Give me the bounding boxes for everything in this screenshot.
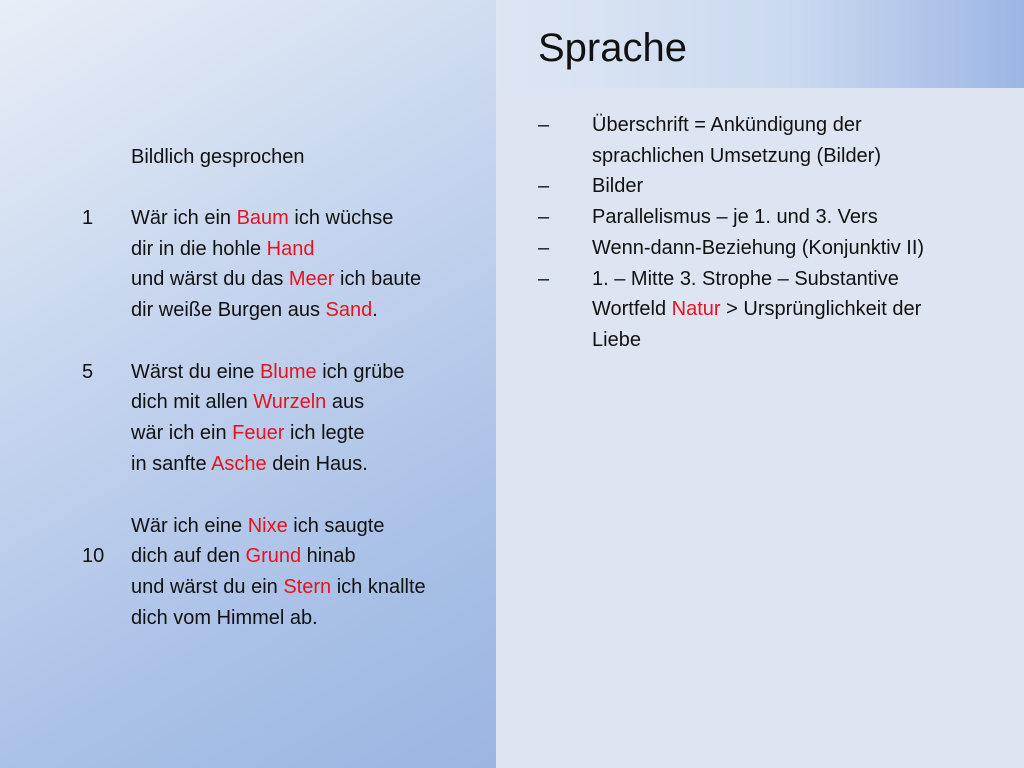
line-text-part: Wär ich eine: [131, 514, 248, 537]
poem-title: Bildlich gesprochen: [131, 146, 305, 168]
line-text: [131, 234, 314, 265]
line-text-part: Wär ich ein: [131, 207, 237, 229]
bullet-text-part: Bilder: [592, 175, 644, 198]
line-text: [131, 418, 364, 449]
line-text-part: dich vom Himmel ab.: [131, 606, 318, 629]
line-text-part: aus: [326, 391, 365, 414]
line-text-part: ich baute: [334, 268, 422, 291]
dash-bullet-icon: –: [538, 175, 550, 198]
bullet-text-part: Überschrift = Ankündigung der: [592, 114, 862, 136]
bullet-text-part: 1. – Mitte 3. Strophe – Substantive: [592, 267, 899, 290]
highlighted-word: Natur: [671, 298, 721, 321]
line-text: [131, 541, 356, 572]
bullet-text-line: [592, 294, 1006, 325]
poem-line: [82, 234, 492, 265]
bullet-text-part: Wenn-dann-Beziehung (Konjunktiv II): [592, 236, 925, 259]
line-text-part: und wärst du das: [131, 268, 289, 291]
line-text: [131, 357, 405, 388]
poem-line: [82, 203, 492, 234]
line-text-part: dir weiße Burgen aus: [131, 299, 326, 322]
line-text-part: dich auf den: [131, 545, 246, 568]
line-text-part: wär ich ein: [131, 422, 233, 445]
bullet-item: [536, 110, 1006, 171]
bullet-text: [592, 202, 1006, 233]
line-text: [131, 572, 426, 603]
bullet-item: [536, 264, 1006, 356]
line-text-part: ich saugte: [287, 514, 385, 537]
highlighted-word: Baum: [236, 207, 289, 229]
highlighted-word: Feuer: [232, 422, 285, 445]
bullet-text-line: [592, 110, 1006, 141]
bullet-text-part: Liebe: [592, 328, 641, 351]
line-text: [131, 295, 378, 326]
line-number: [82, 264, 131, 295]
line-text: [131, 264, 421, 295]
line-text-part: ich knallte: [331, 575, 426, 598]
bullet-text-part: sprachlichen Umsetzung (Bilder): [592, 144, 882, 167]
line-text-part: dir in die hohle: [131, 237, 267, 260]
poem-stanza: [82, 203, 492, 326]
poem-stanza: [82, 511, 492, 634]
highlighted-word: Sand: [325, 299, 373, 322]
dash-bullet-icon: –: [538, 114, 550, 136]
poem-line: [82, 572, 492, 603]
dash-bullet-icon: –: [538, 206, 550, 229]
bullet-list: [536, 110, 1006, 356]
highlighted-word: Asche: [211, 452, 267, 475]
dash-bullet-icon: –: [538, 236, 550, 259]
line-text: [131, 387, 364, 418]
bullet-text-line: [592, 171, 1006, 202]
line-number: 1: [82, 207, 94, 229]
line-text-part: .: [372, 299, 378, 322]
line-number: [82, 603, 131, 634]
highlighted-word: Meer: [288, 268, 335, 291]
line-text-part: hinab: [301, 545, 356, 568]
line-number: 5: [82, 360, 94, 383]
bullet-text: [592, 171, 1006, 202]
bullet-item: [536, 233, 1006, 264]
dash-bullet-icon: –: [538, 267, 550, 290]
poem-line: [82, 449, 492, 480]
bullet-item: [536, 171, 1006, 202]
line-text-part: dich mit allen: [131, 391, 254, 414]
poem-line: [82, 511, 492, 542]
poem-stanza: [82, 357, 492, 480]
highlighted-word: Nixe: [247, 514, 288, 537]
line-number: [82, 387, 131, 418]
poem-line: [82, 387, 492, 418]
bullet-text-line: [592, 325, 1006, 356]
highlighted-word: Stern: [283, 575, 332, 598]
highlighted-word: Blume: [259, 360, 317, 383]
line-text-part: und wärst du ein: [131, 575, 284, 598]
line-text-part: ich wüchse: [288, 207, 394, 229]
bullet-text-line: [592, 233, 1006, 264]
bullet-text: [592, 264, 1006, 356]
bullet-text-line: [592, 202, 1006, 233]
line-number: [82, 418, 131, 449]
line-text: [131, 449, 368, 480]
line-number: [82, 511, 131, 542]
bullet-text: [592, 233, 1006, 264]
bullet-text-part: Parallelismus – je 1. und 3. Vers: [592, 206, 878, 229]
line-number: [82, 572, 131, 603]
line-text-part: in sanfte: [131, 452, 212, 475]
line-text: [131, 511, 384, 542]
line-text-part: dein Haus.: [266, 452, 368, 475]
line-number: [82, 449, 131, 480]
bullet-text-part: Wortfeld: [592, 298, 672, 321]
bullet-text-part: > Ursprünglichkeit der: [720, 298, 922, 321]
line-number: [82, 234, 131, 265]
line-text-part: ich grübe: [316, 360, 405, 383]
bullet-item: [536, 202, 1006, 233]
poem-line: [82, 418, 492, 449]
poem-line: [82, 541, 492, 572]
poem-line: [82, 357, 492, 388]
bullet-text-line: [592, 141, 1006, 172]
line-text: [131, 203, 393, 234]
line-number: 10: [82, 545, 105, 568]
poem-line: [82, 264, 492, 295]
poem-line: [82, 295, 492, 326]
highlighted-word: Hand: [266, 237, 315, 260]
line-number: [82, 295, 131, 326]
bullet-text-line: [592, 264, 1006, 295]
slide-title: Sprache: [538, 26, 687, 70]
poem: [82, 142, 492, 664]
poem-line: [82, 603, 492, 634]
highlighted-word: Grund: [245, 545, 302, 568]
line-text-part: ich legte: [284, 422, 365, 445]
line-text-part: Wärst du eine: [131, 360, 260, 383]
line-text: [131, 603, 318, 634]
highlighted-word: Wurzeln: [253, 391, 327, 414]
bullet-text: [592, 110, 1006, 171]
